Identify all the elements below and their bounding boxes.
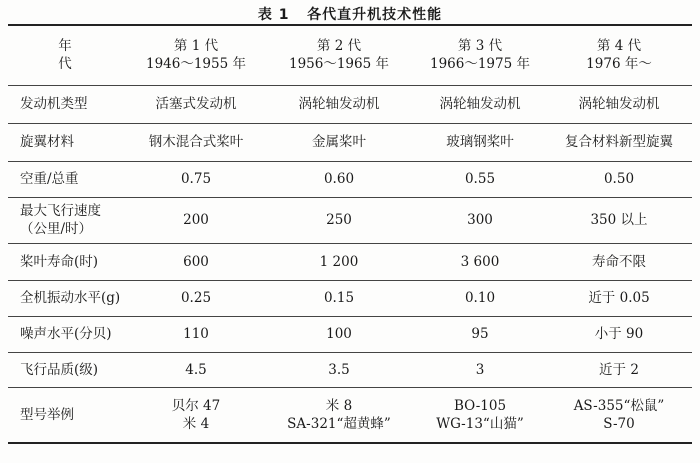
table-cell: 350 以上 — [546, 197, 692, 243]
header-row-label: 年 代 — [58, 38, 98, 73]
table-cell: 300 — [414, 197, 546, 243]
row-label-line-1: 最大飞行速度 — [20, 203, 101, 219]
gen-years: 1976 年～ — [586, 56, 652, 73]
table-cell: 玻璃钢桨叶 — [414, 123, 546, 161]
header-gen-4 — [546, 25, 692, 85]
table-cell: 近于 2 — [546, 352, 692, 387]
model-name: 贝尔 47 — [171, 397, 221, 414]
model-name: SA-321“超黄蜂” — [287, 415, 391, 432]
table-cell: 0.75 — [128, 161, 264, 197]
gen-name: 第 1 代 — [173, 38, 219, 55]
header-row — [8, 25, 692, 85]
row-label — [8, 197, 128, 243]
table-row-max-speed — [8, 197, 692, 243]
table-cell: 0.10 — [414, 280, 546, 316]
header-gen-1 — [128, 25, 264, 85]
table-title: 表 1 各代直升机技术性能 — [257, 7, 443, 23]
gen-name: 第 4 代 — [596, 38, 642, 55]
table-cell: 0.50 — [546, 161, 692, 197]
table-row-vibration — [8, 280, 692, 316]
table-cell: 200 — [128, 197, 264, 243]
model-name: 米 8 — [325, 397, 353, 414]
gen-years: 1956～1965 年 — [288, 56, 389, 73]
table-cell: 涡轮轴发动机 — [264, 85, 414, 123]
table-cell: 小于 90 — [546, 316, 692, 352]
table-cell: 涡轮轴发动机 — [546, 85, 692, 123]
table-row-noise — [8, 316, 692, 352]
table-cell: 0.25 — [128, 280, 264, 316]
table-row-weight-ratio — [8, 161, 692, 197]
model-name: AS-355“松鼠” — [573, 397, 665, 414]
table-cell: 600 — [128, 243, 264, 280]
table-cell — [264, 387, 414, 443]
row-label-line-2: （公里/时） — [20, 221, 93, 237]
table-cell — [128, 387, 264, 443]
table-cell: 4.5 — [128, 352, 264, 387]
model-name: BO-105 — [453, 397, 507, 414]
table-cell: 3 — [414, 352, 546, 387]
helicopter-tech-table — [8, 24, 692, 444]
row-label: 全机振动水平(g) — [8, 280, 128, 316]
table-cell: 涡轮轴发动机 — [414, 85, 546, 123]
table-row-blade-life — [8, 243, 692, 280]
row-label: 飞行品质(级) — [8, 352, 128, 387]
header-gen-2 — [264, 25, 414, 85]
model-name: WG-13“山猫” — [436, 415, 524, 432]
table-cell: 110 — [128, 316, 264, 352]
table-cell: 1 200 — [264, 243, 414, 280]
table-cell: 复合材料新型旋翼 — [546, 123, 692, 161]
row-label: 旋翼材料 — [8, 123, 128, 161]
row-label: 型号举例 — [8, 387, 128, 443]
row-label: 噪声水平(分贝) — [8, 316, 128, 352]
gen-years: 1946～1955 年 — [145, 56, 246, 73]
table-cell: 3.5 — [264, 352, 414, 387]
header-label-cell — [8, 25, 128, 85]
table-row-rotor-material — [8, 123, 692, 161]
table-cell: 0.15 — [264, 280, 414, 316]
table-cell: 0.60 — [264, 161, 414, 197]
table-cell: 活塞式发动机 — [128, 85, 264, 123]
table-cell: 95 — [414, 316, 546, 352]
model-name: 米 4 — [182, 415, 210, 432]
table-row-engine-type — [8, 85, 692, 123]
header-gen-3 — [414, 25, 546, 85]
gen-years: 1966～1975 年 — [429, 56, 530, 73]
table-row-model-examples — [8, 387, 692, 443]
gen-name: 第 2 代 — [316, 38, 362, 55]
table-cell: 0.55 — [414, 161, 546, 197]
model-name: S-70 — [603, 415, 635, 432]
table-cell: 250 — [264, 197, 414, 243]
table-cell: 近于 0.05 — [546, 280, 692, 316]
table-row-flight-quality — [8, 352, 692, 387]
table-cell: 金属桨叶 — [264, 123, 414, 161]
row-label: 空重/总重 — [8, 161, 128, 197]
gen-name: 第 3 代 — [457, 38, 503, 55]
table-cell: 寿命不限 — [546, 243, 692, 280]
table-cell: 钢木混合式桨叶 — [128, 123, 264, 161]
table-cell — [546, 387, 692, 443]
table-cell: 100 — [264, 316, 414, 352]
table-cell: 3 600 — [414, 243, 546, 280]
table-cell — [414, 387, 546, 443]
row-label: 桨叶寿命(时) — [8, 243, 128, 280]
row-label: 发动机类型 — [8, 85, 128, 123]
